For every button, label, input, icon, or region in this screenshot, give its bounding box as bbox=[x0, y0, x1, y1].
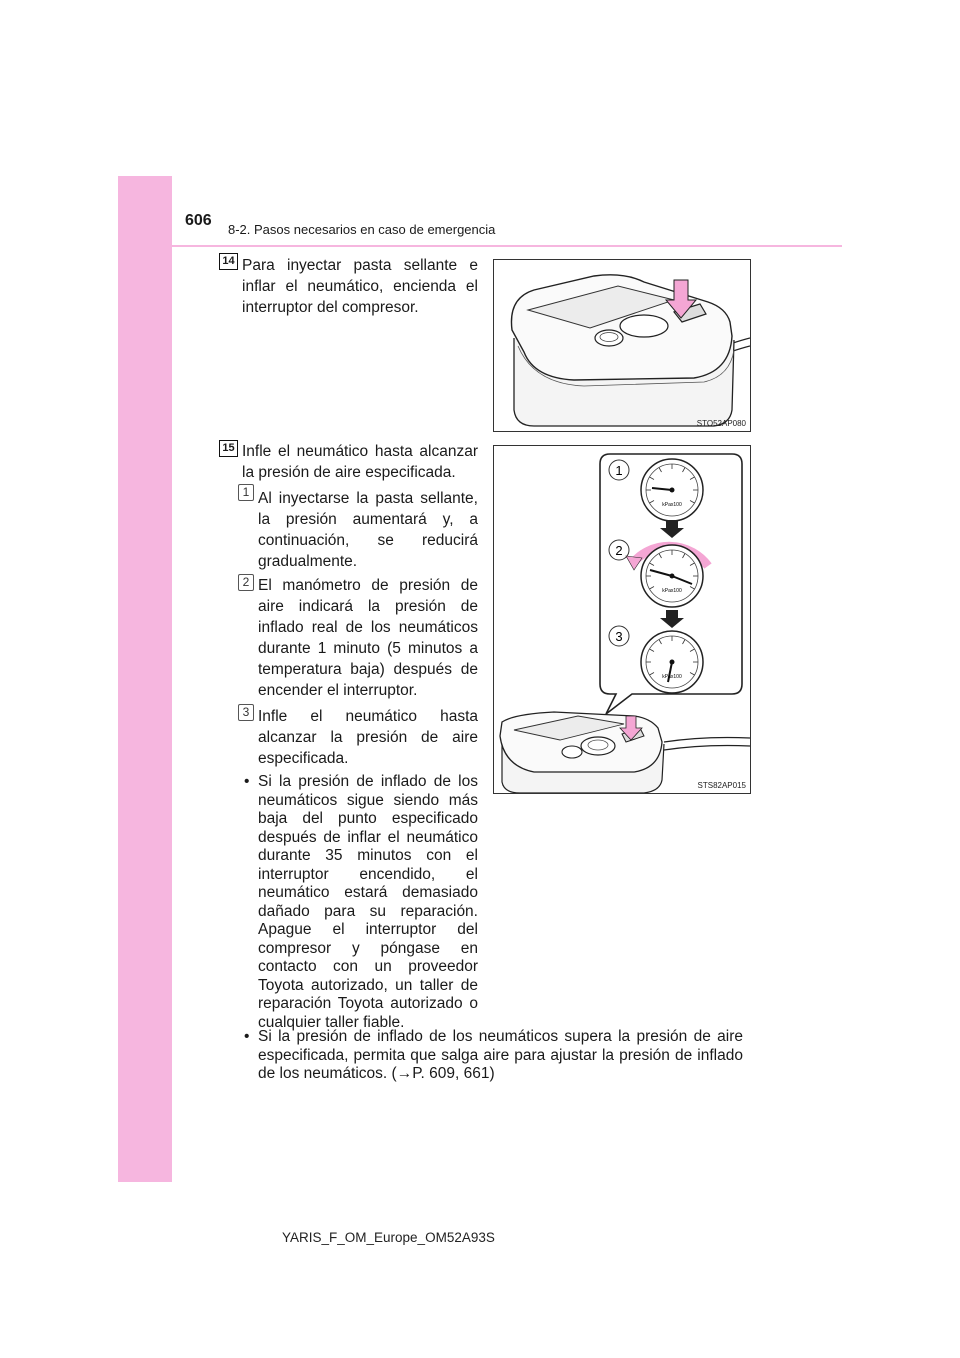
substep-3-number: 3 bbox=[238, 704, 254, 721]
bullet-2-text: Si la presión de inflado de los neumáticos supera la presión de aire especificada, permita que salga aire para ajustar la presión de inflado de los neumáticos. (→P. 609, 661) bbox=[258, 1028, 743, 1082]
gauge-illustration bbox=[494, 446, 750, 793]
figure-code: STS82AP015 bbox=[697, 781, 746, 790]
step-15-text: Infle el neumático hasta alcanzar la presión de aire especificada. bbox=[242, 443, 478, 481]
step-15-number: 15 bbox=[219, 440, 238, 457]
pressure-gauge-figure bbox=[493, 445, 751, 794]
substep-1-text: Al inyectarse la pasta sellante, la presión aumentará y, a continuación, se reducirá gradualmente. bbox=[258, 490, 478, 570]
bullet-item bbox=[244, 1028, 743, 1084]
header-divider bbox=[172, 245, 842, 247]
bullet-dot: • bbox=[244, 1028, 250, 1045]
callout-1: 1 bbox=[615, 463, 623, 478]
substep-2-number: 2 bbox=[238, 574, 254, 591]
bullet-dot: • bbox=[244, 773, 250, 790]
callout-3: 3 bbox=[615, 629, 623, 644]
bullet-item bbox=[244, 773, 478, 1032]
compressor-switch-figure bbox=[493, 259, 751, 432]
bullet-1-text: Si la presión de inflado de los neumáticos sigue siendo más baja del punto especificado después de inflar el neumático durante 35 minutos con el interruptor encendido, el neumático estará demasiado dañado para su reparación. Apague el interruptor del compresor y póngase en contacto con un proveedor Toyota autorizado, un taller de reparación Toyota autorizado o cualquier taller fiable. bbox=[258, 773, 478, 1031]
substep-2-text: El manómetro de presión de aire indicará la presión de inflado real de los neumáticos durante 1 minuto (5 minutos a temperatura baja) después de encender el interruptor. bbox=[258, 577, 478, 699]
section-title: 8-2. Pasos necesarios en caso de emergencia bbox=[228, 222, 496, 237]
footer-code: YARIS_F_OM_Europe_OM52A93S bbox=[282, 1230, 495, 1245]
side-color-bar bbox=[118, 176, 172, 1182]
callout-2: 2 bbox=[615, 543, 623, 558]
substep-1-number: 1 bbox=[238, 484, 254, 501]
compressor-illustration bbox=[494, 260, 750, 431]
substep-3-text: Infle el neumático hasta alcanzar la presión de aire especificada. bbox=[258, 708, 478, 767]
step-14-number: 14 bbox=[219, 253, 238, 270]
gauge-1-unit: kPax100 bbox=[662, 502, 682, 508]
figure-code: STO52AP080 bbox=[696, 419, 746, 428]
step-14-text: Para inyectar pasta sellante e inflar el neumático, encienda el interruptor del compresor. bbox=[242, 257, 478, 316]
gauge-2-unit: kPax100 bbox=[662, 588, 682, 594]
gauge-3-unit: kPax100 bbox=[662, 674, 682, 680]
page-number: 606 bbox=[185, 212, 212, 229]
